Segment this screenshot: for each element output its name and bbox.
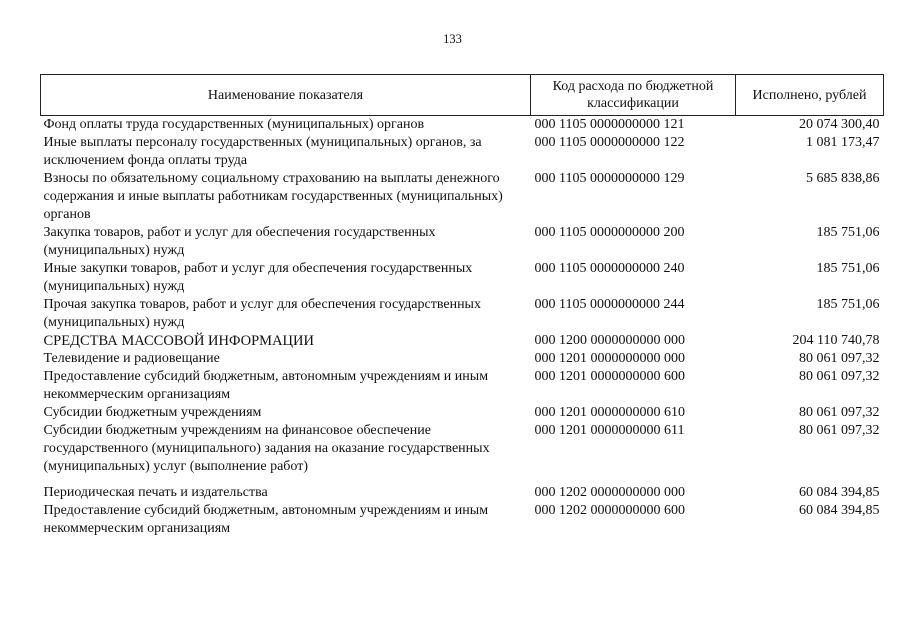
row-code: 000 1202 0000000000 600 bbox=[534, 503, 685, 518]
row-name: Предоставление субсидий бюджетным, автономным учреждениям и иным некоммерческим организациям bbox=[43, 369, 489, 402]
row-amount: 80 061 097,32 bbox=[799, 423, 880, 438]
table-row bbox=[41, 350, 884, 368]
row-amount: 80 061 097,32 bbox=[799, 351, 880, 366]
table-row-section bbox=[41, 332, 884, 350]
row-name: Фонд оплаты труда государственных (муниципальных) органов bbox=[43, 117, 425, 132]
table-row bbox=[41, 134, 884, 170]
row-code: 000 1105 0000000000 122 bbox=[534, 135, 685, 150]
row-name: Телевидение и радиовещание bbox=[43, 351, 220, 366]
table-row bbox=[41, 260, 884, 296]
row-amount: 80 061 097,32 bbox=[799, 369, 880, 384]
table-row bbox=[41, 170, 884, 224]
row-code: 000 1201 0000000000 610 bbox=[534, 405, 685, 420]
row-amount: 185 751,06 bbox=[816, 225, 880, 240]
row-amount: 20 074 300,40 bbox=[799, 117, 880, 132]
table-row bbox=[41, 476, 884, 502]
table-row bbox=[41, 296, 884, 332]
row-name: Периодическая печать и издательства bbox=[43, 485, 268, 500]
expenditure-table bbox=[40, 74, 884, 538]
table-row bbox=[41, 116, 884, 135]
table-header-row bbox=[41, 75, 884, 116]
page-number: 133 bbox=[443, 32, 462, 46]
row-name: Закупка товаров, работ и услуг для обеспечения государственных (муниципальных) нужд bbox=[43, 225, 436, 258]
table-row bbox=[41, 502, 884, 538]
row-name: СРЕДСТВА МАССОВОЙ ИНФОРМАЦИИ bbox=[43, 333, 314, 349]
row-amount: 204 110 740,78 bbox=[792, 333, 880, 348]
row-name: Субсидии бюджетным учреждениям bbox=[43, 405, 262, 420]
row-amount: 60 084 394,85 bbox=[799, 503, 880, 518]
row-name: Прочая закупка товаров, работ и услуг для обеспечения государственных (муниципальных) нужд bbox=[43, 297, 481, 330]
table-row bbox=[41, 224, 884, 260]
header-name: Наименование показателя bbox=[41, 75, 531, 116]
row-code: 000 1200 0000000000 000 bbox=[534, 333, 685, 348]
row-amount: 80 061 097,32 bbox=[799, 405, 880, 420]
row-name: Субсидии бюджетным учреждениям на финансовое обеспечение государственного (муниципального) задания на оказание государственных (муниципальных) услуг (выполнение работ) bbox=[43, 423, 490, 474]
table-row bbox=[41, 368, 884, 404]
header-code: Код расхода по бюджетной классификации bbox=[531, 75, 736, 116]
row-code: 000 1202 0000000000 000 bbox=[534, 485, 685, 500]
row-code: 000 1105 0000000000 200 bbox=[534, 225, 685, 240]
row-code: 000 1105 0000000000 240 bbox=[534, 261, 685, 276]
row-code: 000 1105 0000000000 129 bbox=[534, 171, 685, 186]
row-code: 000 1105 0000000000 244 bbox=[534, 297, 685, 312]
row-amount: 185 751,06 bbox=[816, 297, 880, 312]
row-code: 000 1201 0000000000 611 bbox=[534, 423, 685, 438]
table-row bbox=[41, 422, 884, 476]
row-name: Иные выплаты персоналу государственных (муниципальных) органов, за исключением фонда оплаты труда bbox=[43, 135, 482, 168]
row-amount: 60 084 394,85 bbox=[799, 485, 880, 500]
table-row bbox=[41, 404, 884, 422]
row-name: Иные закупки товаров, работ и услуг для обеспечения государственных (муниципальных) нужд bbox=[43, 261, 473, 294]
row-code: 000 1201 0000000000 600 bbox=[534, 369, 685, 384]
row-amount: 1 081 173,47 bbox=[806, 135, 880, 150]
header-amount: Исполнено, рублей bbox=[736, 75, 884, 116]
row-amount: 5 685 838,86 bbox=[806, 171, 880, 186]
row-code: 000 1201 0000000000 000 bbox=[534, 351, 685, 366]
row-name: Предоставление субсидий бюджетным, автономным учреждениям и иным некоммерческим организациям bbox=[43, 503, 489, 536]
row-amount: 185 751,06 bbox=[816, 261, 880, 276]
row-name: Взносы по обязательному социальному страхованию на выплаты денежного содержания и иные выплаты работникам государственных (муниципальных) органов bbox=[43, 171, 503, 222]
row-code: 000 1105 0000000000 121 bbox=[534, 117, 685, 132]
